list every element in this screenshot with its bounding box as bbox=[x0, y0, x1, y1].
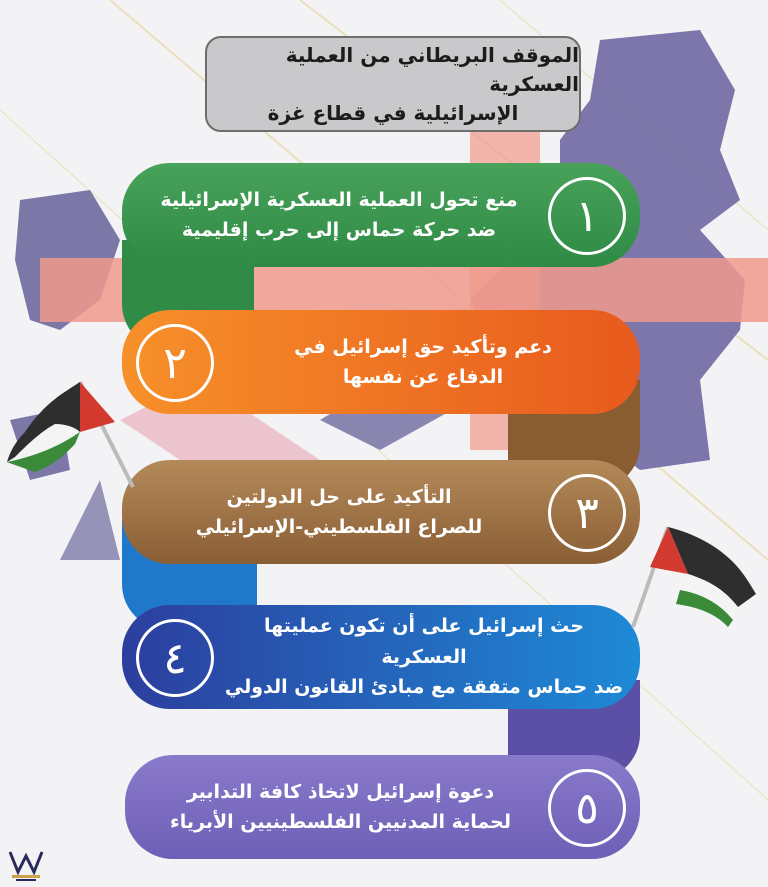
item-card-2 bbox=[122, 310, 640, 414]
item-number-1: ١ bbox=[548, 177, 626, 255]
palestine-flag-right bbox=[628, 512, 758, 630]
item-2-line-1: دعم وتأكيد حق إسرائيل في bbox=[294, 335, 552, 358]
item-number-3: ٣ bbox=[548, 474, 626, 552]
item-5-line-1: دعوة إسرائيل لاتخاذ كافة التدابير bbox=[186, 780, 495, 803]
palestine-flag-left bbox=[5, 372, 135, 492]
item-4-line-1: حث إسرائيل على أن تكون عمليتها العسكرية bbox=[264, 615, 584, 668]
item-card-1 bbox=[122, 163, 640, 267]
item-4-line-2: ضد حماس متفقة مع مبادئ القانون الدولي bbox=[224, 676, 624, 699]
item-number-4: ٤ bbox=[136, 619, 214, 697]
logo-icon bbox=[6, 848, 46, 884]
item-card-5 bbox=[125, 755, 640, 859]
item-3-line-1: التأكيد على حل الدولتين bbox=[226, 485, 452, 508]
item-card-3 bbox=[122, 460, 640, 564]
item-2-line-2: الدفاع عن نفسها bbox=[342, 366, 504, 388]
item-number-2: ٢ bbox=[136, 324, 214, 402]
item-card-4 bbox=[122, 605, 640, 709]
item-1-line-2: ضد حركة حماس إلى حرب إقليمية bbox=[181, 219, 497, 241]
item-number-5: ٥ bbox=[548, 769, 626, 847]
title-line-1: الموقف البريطاني من العملية العسكرية bbox=[285, 42, 579, 96]
page-title bbox=[205, 36, 581, 132]
title-line-2: الإسرائيلية في قطاع غزة bbox=[267, 100, 519, 125]
item-3-line-2: للصراع الفلسطيني-الإسرائيلي bbox=[195, 516, 483, 538]
item-5-line-2: لحماية المدنيين الفلسطينيين الأبرياء bbox=[170, 811, 511, 833]
item-1-line-1: منع تحول العملية العسكرية الإسرائيلية bbox=[160, 188, 518, 211]
